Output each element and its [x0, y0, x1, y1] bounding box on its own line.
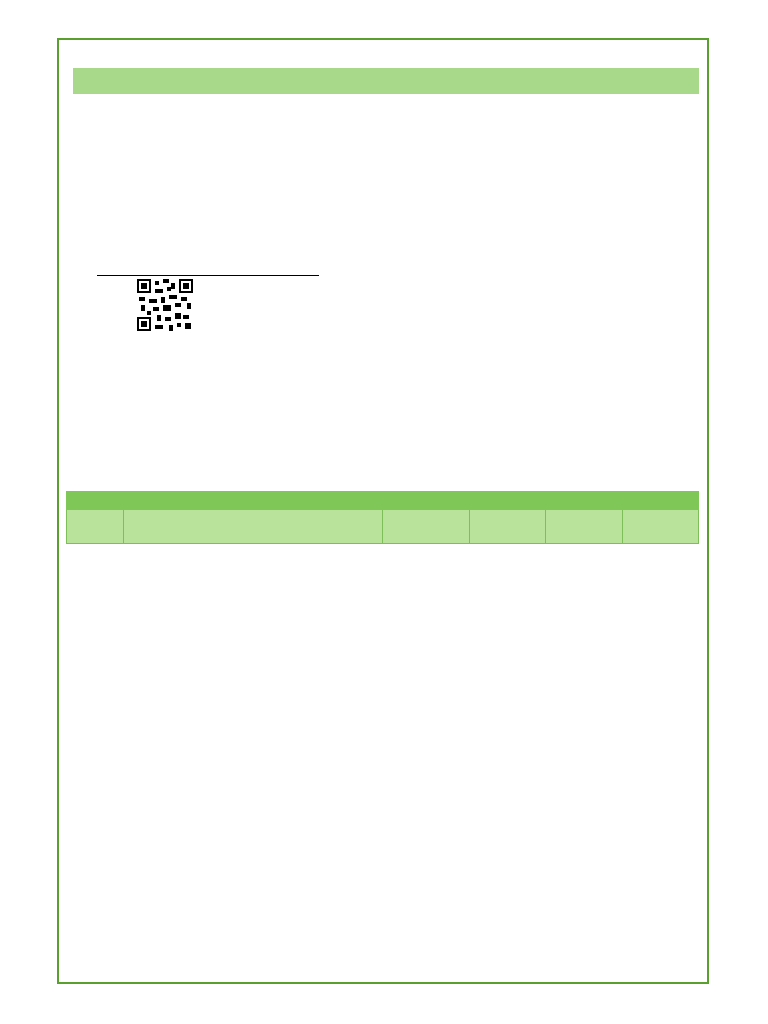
- header-first: [470, 510, 546, 544]
- link-blank-field[interactable]: [97, 263, 319, 276]
- prize-table: [66, 491, 699, 544]
- header-competition: [124, 510, 383, 544]
- table-prize-header-row: [67, 492, 699, 510]
- qr-code-icon[interactable]: [137, 279, 193, 331]
- header-participants: [383, 510, 470, 544]
- prize-heading: [470, 492, 699, 510]
- page-title: [73, 68, 699, 94]
- option-kha-line-2: [132, 351, 702, 364]
- header-second: [546, 510, 622, 544]
- option-ka: [97, 263, 697, 280]
- header-sno: [67, 510, 124, 544]
- header-third: [622, 510, 698, 544]
- table-header-row: [67, 510, 699, 544]
